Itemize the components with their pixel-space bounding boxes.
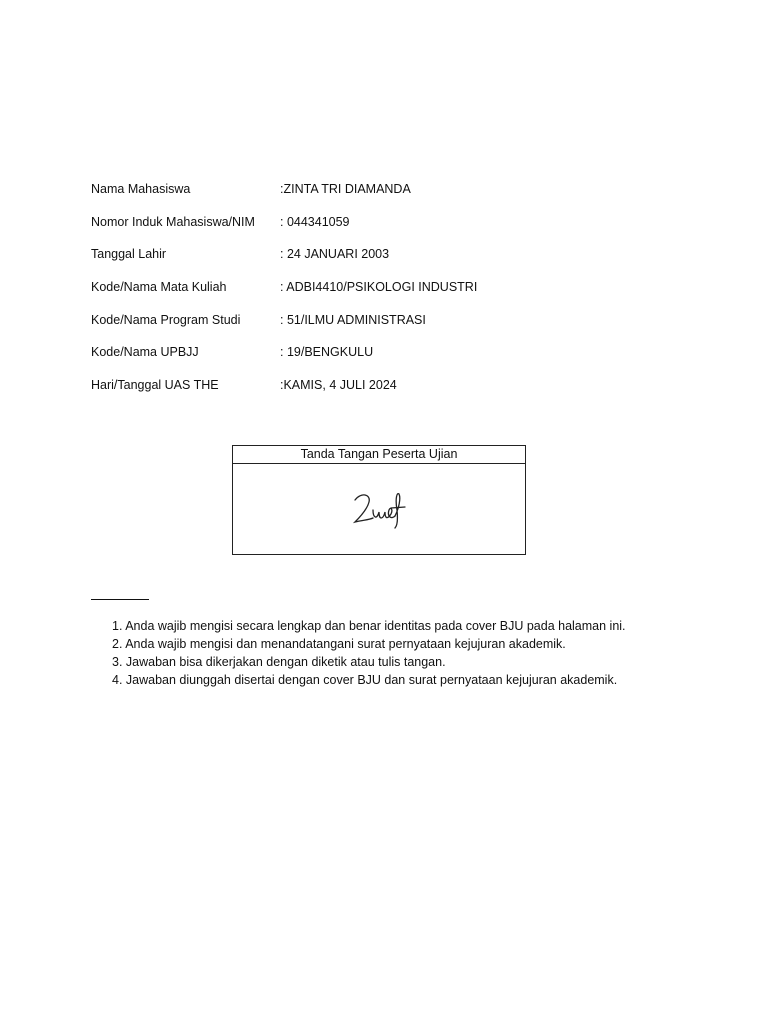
identity-row-nim: [91, 213, 651, 246]
signature-title: Tanda Tangan Peserta Ujian: [233, 446, 525, 464]
separator-line: [91, 599, 149, 600]
instructions-list: [112, 617, 712, 689]
signature-area: [233, 464, 525, 554]
identity-label: Kode/Nama Mata Kuliah: [91, 280, 227, 295]
signature-box: [232, 445, 526, 555]
identity-row-name: [91, 180, 651, 213]
identity-value: : 51/ILMU ADMINISTRASI: [280, 312, 426, 327]
identity-block: [91, 180, 651, 409]
instruction-item: 2. Anda wajib mengisi dan menandatangani surat pernyataan kejujuran akademik.: [112, 637, 566, 651]
identity-value: :KAMIS, 4 JULI 2024: [280, 378, 397, 393]
identity-row-program: [91, 311, 651, 344]
identity-label: Hari/Tanggal UAS THE: [91, 378, 219, 393]
identity-label: Kode/Nama UPBJJ: [91, 345, 199, 360]
identity-row-upbjj: [91, 343, 651, 376]
identity-row-exam-date: [91, 376, 651, 409]
instruction-item: 1. Anda wajib mengisi secara lengkap dan benar identitas pada cover BJU pada halaman ini.: [112, 619, 626, 633]
identity-value: : ADBI4410/PSIKOLOGI INDUSTRI: [280, 280, 478, 295]
identity-label: Kode/Nama Program Studi: [91, 312, 241, 327]
identity-row-course: [91, 278, 651, 311]
identity-label: Tanggal Lahir: [91, 247, 167, 262]
identity-value: : 24 JANUARI 2003: [280, 247, 390, 262]
identity-label: Nama Mahasiswa: [91, 182, 191, 196]
identity-value: :ZINTA TRI DIAMANDA: [280, 182, 411, 196]
identity-label: Nomor Induk Mahasiswa/NIM: [91, 214, 255, 229]
handwritten-signature: [351, 490, 411, 530]
instruction-item: 3. Jawaban bisa dikerjakan dengan diketik atau tulis tangan.: [112, 655, 446, 669]
instruction-item: 4. Jawaban diunggah disertai dengan cover BJU dan surat pernyataan kejujuran akademik.: [112, 673, 618, 687]
identity-value: : 19/BENGKULU: [280, 345, 374, 360]
identity-value: : 044341059: [280, 214, 350, 229]
identity-row-birthdate: [91, 245, 651, 278]
